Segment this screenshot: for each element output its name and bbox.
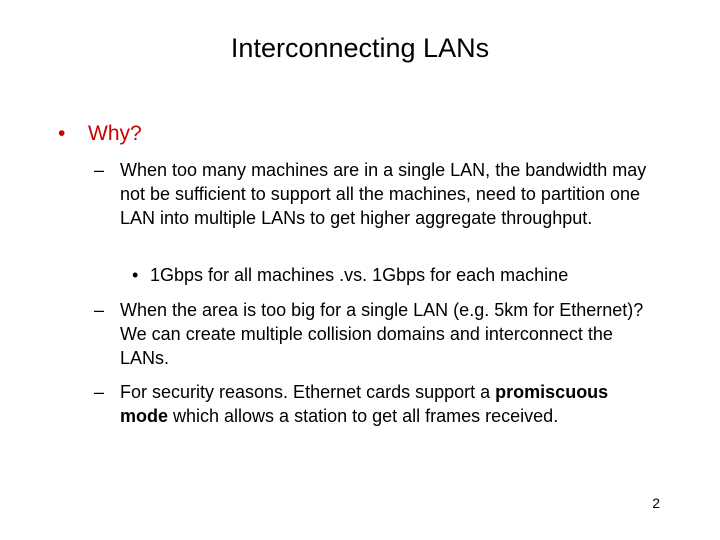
security-text-start: For security reasons. Ethernet cards support a <box>120 382 496 402</box>
sub-sub-bullet-gbps <box>132 263 568 287</box>
sub-bullet-area <box>94 298 654 370</box>
bullet-marker: • <box>132 265 139 285</box>
security-text-end: which allows a station to get all frames received. <box>168 406 559 426</box>
dash-marker: – <box>94 382 105 402</box>
dash-marker: – <box>94 160 105 180</box>
sub-bullet-bandwidth-text: When too many machines are in a single LAN, the bandwidth may not be sufficient to support all the machines, need to partition one LAN into multiple LANs to get higher aggregate throughput. <box>120 160 647 228</box>
sub-bullet-bandwidth <box>94 158 654 230</box>
slide-title: Interconnecting LANs <box>230 33 490 63</box>
sub-bullet-security <box>94 380 654 428</box>
bullet-why-text: Why? <box>88 122 142 145</box>
bullet-why <box>58 120 142 148</box>
bullet-marker: • <box>58 122 66 145</box>
sub-bullet-area-text: When the area is too big for a single LAN (e.g. 5km for Ethernet)? We can create multiple collision domains and interconnect the LANs. <box>120 300 644 368</box>
sub-bullet-security-text <box>120 380 654 428</box>
dash-marker: – <box>94 300 105 320</box>
sub-sub-bullet-gbps-text: 1Gbps for all machines .vs. 1Gbps for each machine <box>150 265 569 285</box>
promiscuous-mode-term: promiscuous mode <box>120 382 609 426</box>
page-number: 2 <box>652 495 660 511</box>
